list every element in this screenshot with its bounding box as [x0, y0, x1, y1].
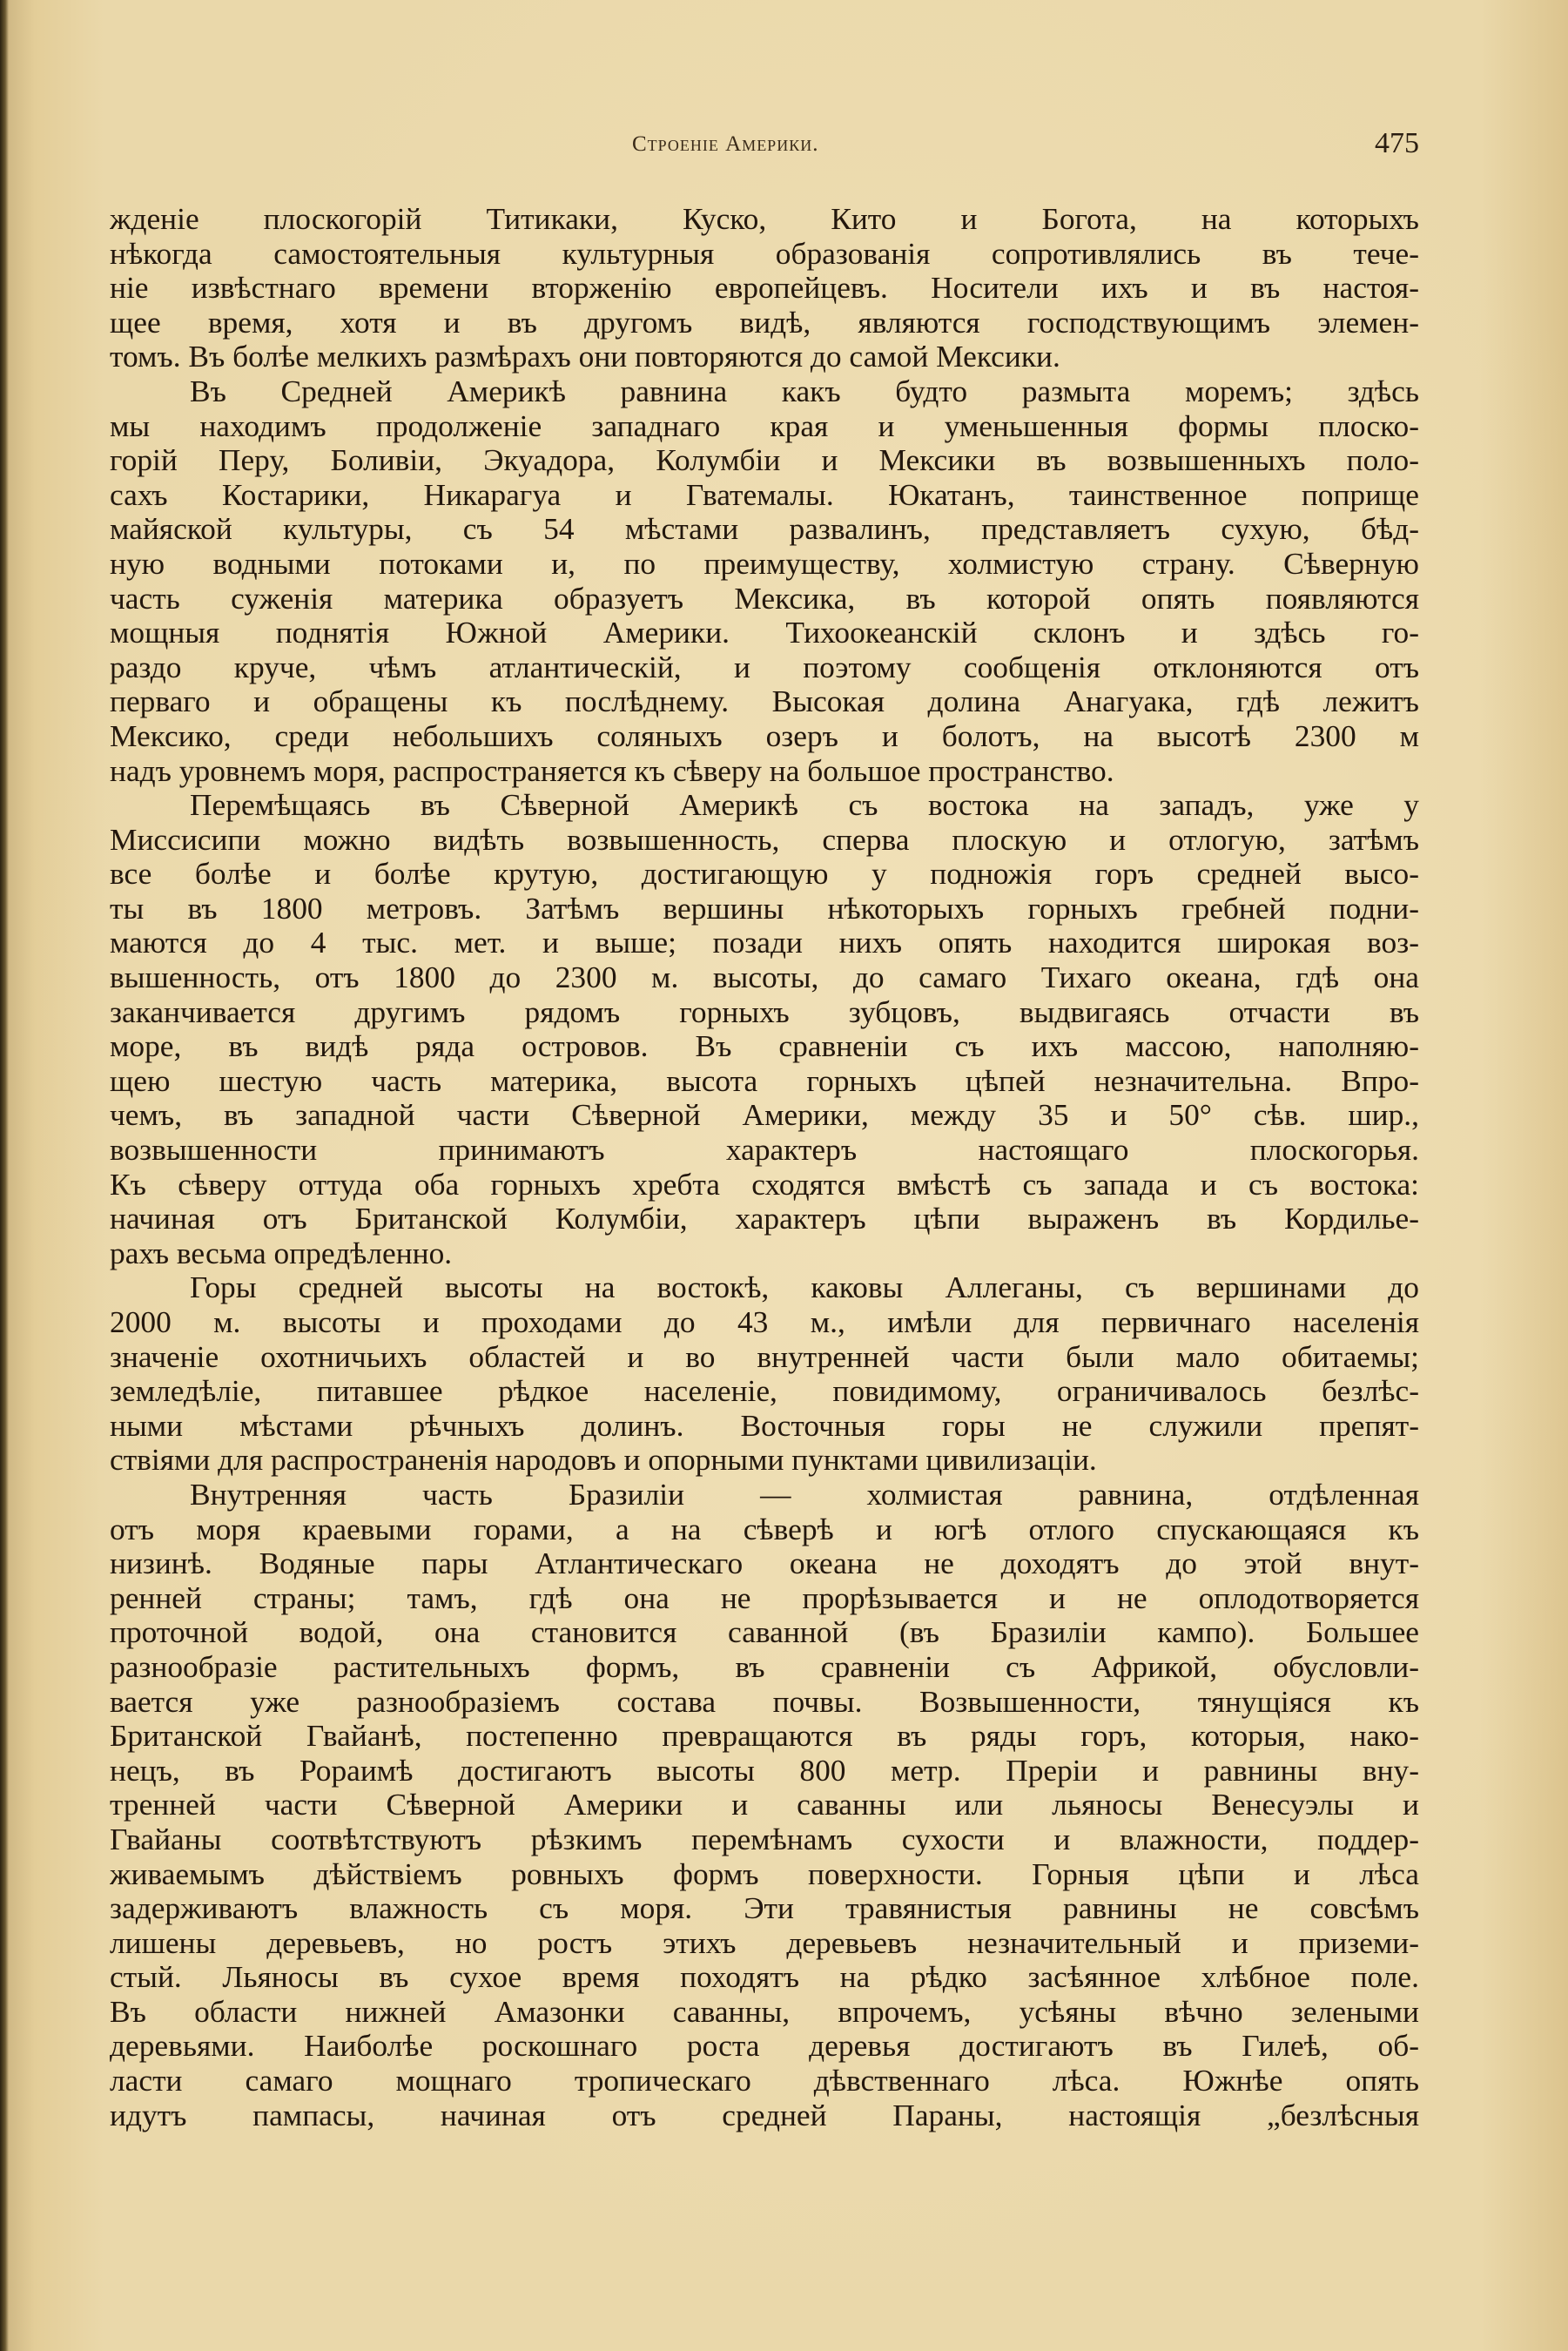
text-line: томъ. Въ болѣе мелкихъ размѣрахъ они повторяются до самой Мексики. — [110, 340, 1060, 374]
text-line: Гвайаны соотвѣтствуютъ рѣзкимъ перемѣнамъ сухости и влажности, поддер- — [110, 1822, 1419, 1856]
text-line: 2000 м. высоты и проходами до 43 м., имѣли для первичнаго населенія — [110, 1305, 1419, 1339]
text-line: ты въ 1800 метровъ. Затѣмъ вершины нѣкоторыхъ горныхъ гребней подни- — [110, 891, 1419, 926]
text-line: отъ моря краевыми горами, а на сѣверѣ и югѣ отлого спускающаяся къ — [110, 1512, 1419, 1546]
text-line: начиная отъ Британской Колумбіи, характеръ цѣпи выраженъ въ Кордилье- — [110, 1202, 1419, 1236]
text-line: Мексико, среди небольшихъ соляныхъ озеръ и болотъ, на высотѣ 2300 м — [110, 718, 1419, 753]
text-line: мы находимъ продолженіе западнаго края и уменьшенныя формы плоско- — [110, 408, 1419, 443]
body-text — [110, 202, 1419, 2132]
text-line: деревьями. Наиболѣе роскошнаго роста деревья достигаютъ въ Гилеѣ, об- — [110, 2029, 1419, 2064]
text-line: вается уже разнообразіемъ состава почвы. Возвышенности, тянущіяся къ — [110, 1684, 1419, 1719]
text-line: море, въ видѣ ряда островов. Въ сравненіи съ ихъ массою, наполняю- — [110, 1029, 1419, 1064]
text-line: мощныя поднятія Южной Америки. Тихоокеанскій склонъ и здѣсь го- — [110, 616, 1419, 650]
text-line: Въ области нижней Амазонки саванны, впрочемъ, усѣяны вѣчно зелеными — [110, 1994, 1419, 2029]
text-line: Внутренняя часть Бразиліи — холмистая равнина, отдѣленная — [190, 1477, 1419, 1512]
text-line: возвышенности принимаютъ характеръ настоящаго плоскогорья. — [110, 1133, 1419, 1168]
text-line: Перемѣщаясь въ Сѣверной Америкѣ съ востока на западъ, уже у — [190, 788, 1419, 823]
text-line: щею шестую часть материка, высота горныхъ цѣпей незначительна. Впро- — [110, 1063, 1419, 1098]
text-line: Горы средней высоты на востокѣ, каковы Аллеганы, съ вершинами до — [190, 1270, 1419, 1305]
text-line: жденіе плоскогорій Титикаки, Куско, Кито и Богота, на которыхъ — [110, 202, 1419, 236]
text-line: земледѣліе, питавшее рѣдкое населеніе, повидимому, ограничивалось безлѣс- — [110, 1374, 1419, 1409]
text-line: ствіями для распространенія народовъ и опорными пунктами цивилизаціи. — [110, 1443, 1097, 1478]
running-header — [110, 127, 1419, 176]
text-line: щее время, хотя и въ другомъ видѣ, являются господствующимъ элемен- — [110, 305, 1419, 340]
page-number: 475 — [1375, 127, 1419, 159]
text-line: нѣкогда самостоятельныя культурныя образованія сопротивлялись въ тече- — [110, 236, 1419, 271]
text-line: заканчивается другимъ рядомъ горныхъ зубцовъ, выдвигаясь отчасти въ — [110, 994, 1419, 1029]
text-line: лишены деревьевъ, но ростъ этихъ деревьевъ незначительный и приземи- — [110, 1925, 1419, 1960]
text-line: ную водными потоками и, по преимуществу, холмистую страну. Сѣверную — [110, 546, 1419, 581]
text-line: вышенность, отъ 1800 до 2300 м. высоты, до самаго Тихаго океана, гдѣ она — [110, 960, 1419, 995]
text-line: низинѣ. Водяные пары Атлантическаго океана не доходятъ до этой внут- — [110, 1546, 1419, 1581]
text-line: горій Перу, Боливіи, Экуадора, Колумбіи и Мексики въ возвышенныхъ поло- — [110, 443, 1419, 478]
text-line: рахъ весьма опредѣленно. — [110, 1236, 453, 1270]
text-line: ными мѣстами рѣчныхъ долинъ. Восточныя горы не служили препят- — [110, 1408, 1419, 1443]
text-line: ренней страны; тамъ, гдѣ она не прорѣзывается и не оплодотворяется — [110, 1580, 1419, 1615]
text-line: проточной водой, она становится саванной (въ Бразиліи кампо). Большее — [110, 1615, 1419, 1650]
text-line: задерживаютъ влажность съ моря. Эти травянистыя равнины не совсѣмъ — [110, 1891, 1419, 1926]
text-line: надъ уровнемъ моря, распространяется къ сѣверу на большое пространство. — [110, 753, 1114, 788]
text-line: живаемымъ дѣйствіемъ ровныхъ формъ поверхности. Горныя цѣпи и лѣса — [110, 1856, 1419, 1891]
text-line: раздо круче, чѣмъ атлантическій, и поэтому сообщенія отклоняются отъ — [110, 650, 1419, 684]
text-line: Въ Средней Америкѣ равнина какъ будто размыта моремъ; здѣсь — [190, 374, 1419, 408]
running-header-title: Строеніе Америки. — [632, 132, 819, 156]
text-line: стый. Льяносы въ сухое время походятъ на рѣдко засѣянное хлѣбное поле. — [110, 1960, 1419, 1995]
text-line: часть суженія материка образуетъ Мексика, въ которой опять появляются — [110, 581, 1419, 616]
text-line: ласти самаго мощнаго тропическаго дѣвственнаго лѣса. Южнѣе опять — [110, 2064, 1419, 2098]
text-line: Британской Гвайанѣ, постепенно превращаются въ ряды горъ, которыя, нако- — [110, 1719, 1419, 1754]
page-spine-shadow — [0, 0, 9, 2351]
text-line: Къ сѣверу оттуда оба горныхъ хребта сходятся вмѣстѣ съ запада и съ востока: — [110, 1167, 1419, 1202]
text-line: тренней части Сѣверной Америки и саванны или льяносы Венесуэлы и — [110, 1788, 1419, 1822]
text-line: Миссисипи можно видѣть возвышенность, сперва плоскую и отлогую, затѣмъ — [110, 822, 1419, 857]
text-line: все болѣе и болѣе крутую, достигающую у подножія горъ средней высо- — [110, 857, 1419, 892]
text-line: нецъ, въ Рораимѣ достигаютъ высоты 800 метр. Преріи и равнины вну- — [110, 1753, 1419, 1788]
text-line: идутъ пампасы, начиная отъ средней Параны, настоящія „безлѣсныя — [110, 2098, 1419, 2132]
text-line: ніе извѣстнаго времени вторженію европейцевъ. Носители ихъ и въ настоя- — [110, 271, 1419, 306]
text-line: значеніе охотничьихъ областей и во внутренней части были мало обитаемы; — [110, 1339, 1419, 1374]
text-line: разнообразіе растительныхъ формъ, въ сравненіи съ Африкой, обусловли- — [110, 1649, 1419, 1684]
text-line: перваго и обращены къ послѣднему. Высокая долина Анагуака, гдѣ лежитъ — [110, 684, 1419, 719]
text-line: сахъ Костарики, Никарагуа и Гватемалы. Юкатанъ, таинственное поприще — [110, 477, 1419, 512]
text-line: маются до 4 тыс. мет. и выше; позади нихъ опять находится широкая воз- — [110, 926, 1419, 960]
text-line: майяской культуры, съ 54 мѣстами развалинъ, представляетъ сухую, бѣд- — [110, 512, 1419, 547]
text-line: чемъ, въ западной части Сѣверной Америки, между 35 и 50° сѣв. шир., — [110, 1098, 1419, 1133]
